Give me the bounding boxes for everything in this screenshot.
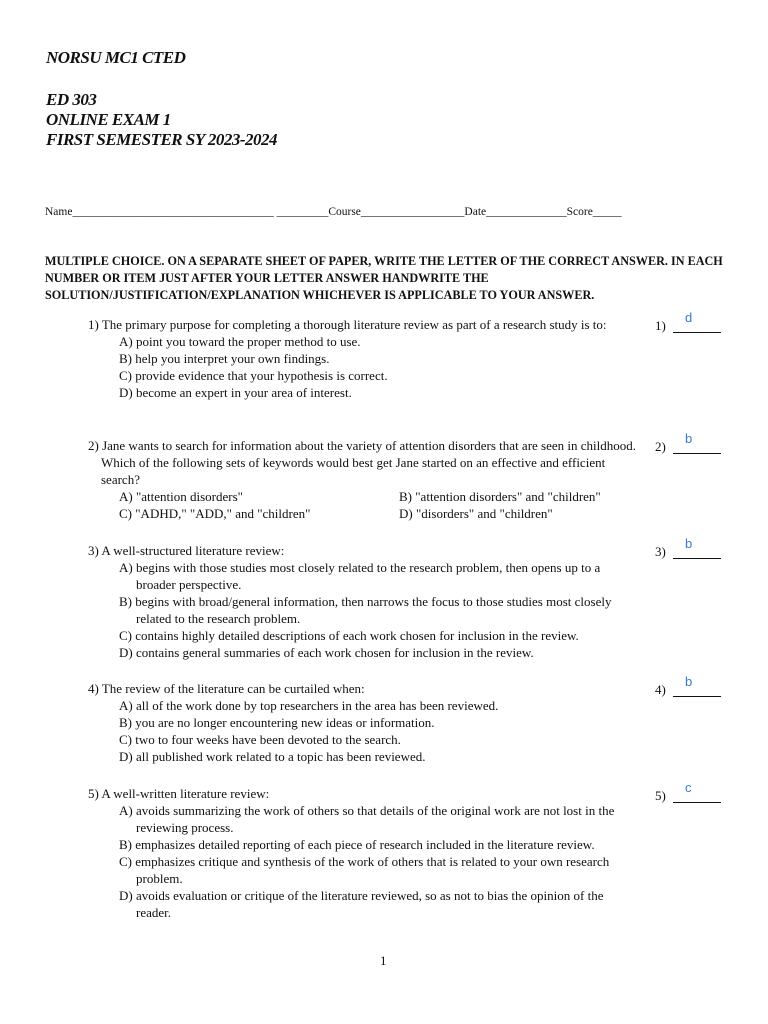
options-grid xyxy=(119,488,638,522)
school-name: NORSU MC1 CTED xyxy=(46,48,186,67)
handwritten-answer: b xyxy=(685,536,693,551)
answer-number: 1) xyxy=(655,318,666,333)
answer-1 xyxy=(655,310,735,336)
option-d: D) contains general summaries of each work chosen for inclusion in the review. xyxy=(119,645,534,660)
option-a: A) point you toward the proper method to use. xyxy=(119,334,361,349)
question-5 xyxy=(88,785,638,921)
option-c: C) contains highly detailed descriptions of each work chosen for inclusion in the review. xyxy=(119,628,579,643)
answer-number: 4) xyxy=(655,682,666,697)
option-a: A) all of the work done by top researchers in the area has been reviewed. xyxy=(119,698,499,713)
question-2 xyxy=(88,437,638,522)
option-c: C) emphasizes critique and synthesis of the work of others that is related to your own research problem. xyxy=(119,854,610,886)
question-4 xyxy=(88,680,638,765)
option-b: B) "attention disorders" and "children" xyxy=(399,489,601,504)
option-c: C) two to four weeks have been devoted to the search. xyxy=(119,732,401,747)
question-stem: 3) A well-structured literature review: xyxy=(88,543,285,558)
option-d: D) avoids evaluation or critique of the literature reviewed, so as not to bias the opinion of the reader. xyxy=(119,888,604,920)
course-code: ED 303 xyxy=(46,90,97,109)
option-b: B) begins with broad/general information, then narrows the focus to those studies most closely related to the research problem. xyxy=(119,594,612,626)
option-d: D) become an expert in your area of interest. xyxy=(119,385,352,400)
answer-blank xyxy=(673,558,721,559)
question-stem: 2) Jane wants to search for information about the variety of attention disorders that are seen in childhood. Which of the following sets of keywords would best get Jane started on an effective and efficient search? xyxy=(88,438,636,487)
option-d: D) all published work related to a topic has been reviewed. xyxy=(119,749,426,764)
option-a: A) begins with those studies most closely related to the research problem, then opens up to a broader perspective. xyxy=(119,560,601,592)
handwritten-answer: c xyxy=(685,780,692,795)
handwritten-answer: b xyxy=(685,431,693,446)
answer-3 xyxy=(655,536,735,562)
semester-title: FIRST SEMESTER SY 2023-2024 xyxy=(46,130,278,149)
answer-2 xyxy=(655,431,735,457)
answer-4 xyxy=(655,674,735,700)
student-info-line: Name___________________________________ _________Course__________________Date______________Score_____ xyxy=(45,206,622,218)
option-b: B) you are no longer encountering new ideas or information. xyxy=(119,715,435,730)
option-c: C) provide evidence that your hypothesis is correct. xyxy=(119,368,388,383)
answer-number: 3) xyxy=(655,544,666,559)
answer-blank xyxy=(673,332,721,333)
exam-title: ONLINE EXAM 1 xyxy=(46,110,171,129)
answer-5 xyxy=(655,780,735,806)
handwritten-answer: d xyxy=(685,310,693,325)
answer-blank xyxy=(673,802,721,803)
answer-blank xyxy=(673,696,721,697)
question-stem: 4) The review of the literature can be curtailed when: xyxy=(88,681,365,696)
option-b: B) emphasizes detailed reporting of each piece of research included in the literature review. xyxy=(119,837,595,852)
option-b: B) help you interpret your own findings. xyxy=(119,351,330,366)
option-c: C) "ADHD," "ADD," and "children" xyxy=(119,506,311,521)
option-d: D) "disorders" and "children" xyxy=(399,506,553,521)
question-1 xyxy=(88,316,638,401)
question-3 xyxy=(88,542,638,661)
option-a: A) avoids summarizing the work of others so that details of the original work are not lost in the reviewing process. xyxy=(119,803,615,835)
question-stem: 1) The primary purpose for completing a thorough literature review as part of a research study is to: xyxy=(88,317,607,332)
answer-number: 5) xyxy=(655,788,666,803)
handwritten-answer: b xyxy=(685,674,693,689)
page-number: 1 xyxy=(380,953,387,968)
question-stem: 5) A well-written literature review: xyxy=(88,786,270,801)
answer-number: 2) xyxy=(655,439,666,454)
instructions: MULTIPLE CHOICE. ON A SEPARATE SHEET OF PAPER, WRITE THE LETTER OF THE CORRECT ANSWER. IN EACH NUMBER OR ITEM JUST AFTER YOUR LETTER ANSWER HANDWRITE THE SOLUTION/JUSTIFICATION/EXPLANATION WHICHEVER IS APPLICABLE TO YOUR ANSWER. xyxy=(45,254,723,302)
answer-blank xyxy=(673,453,721,454)
option-a: A) "attention disorders" xyxy=(119,489,243,504)
